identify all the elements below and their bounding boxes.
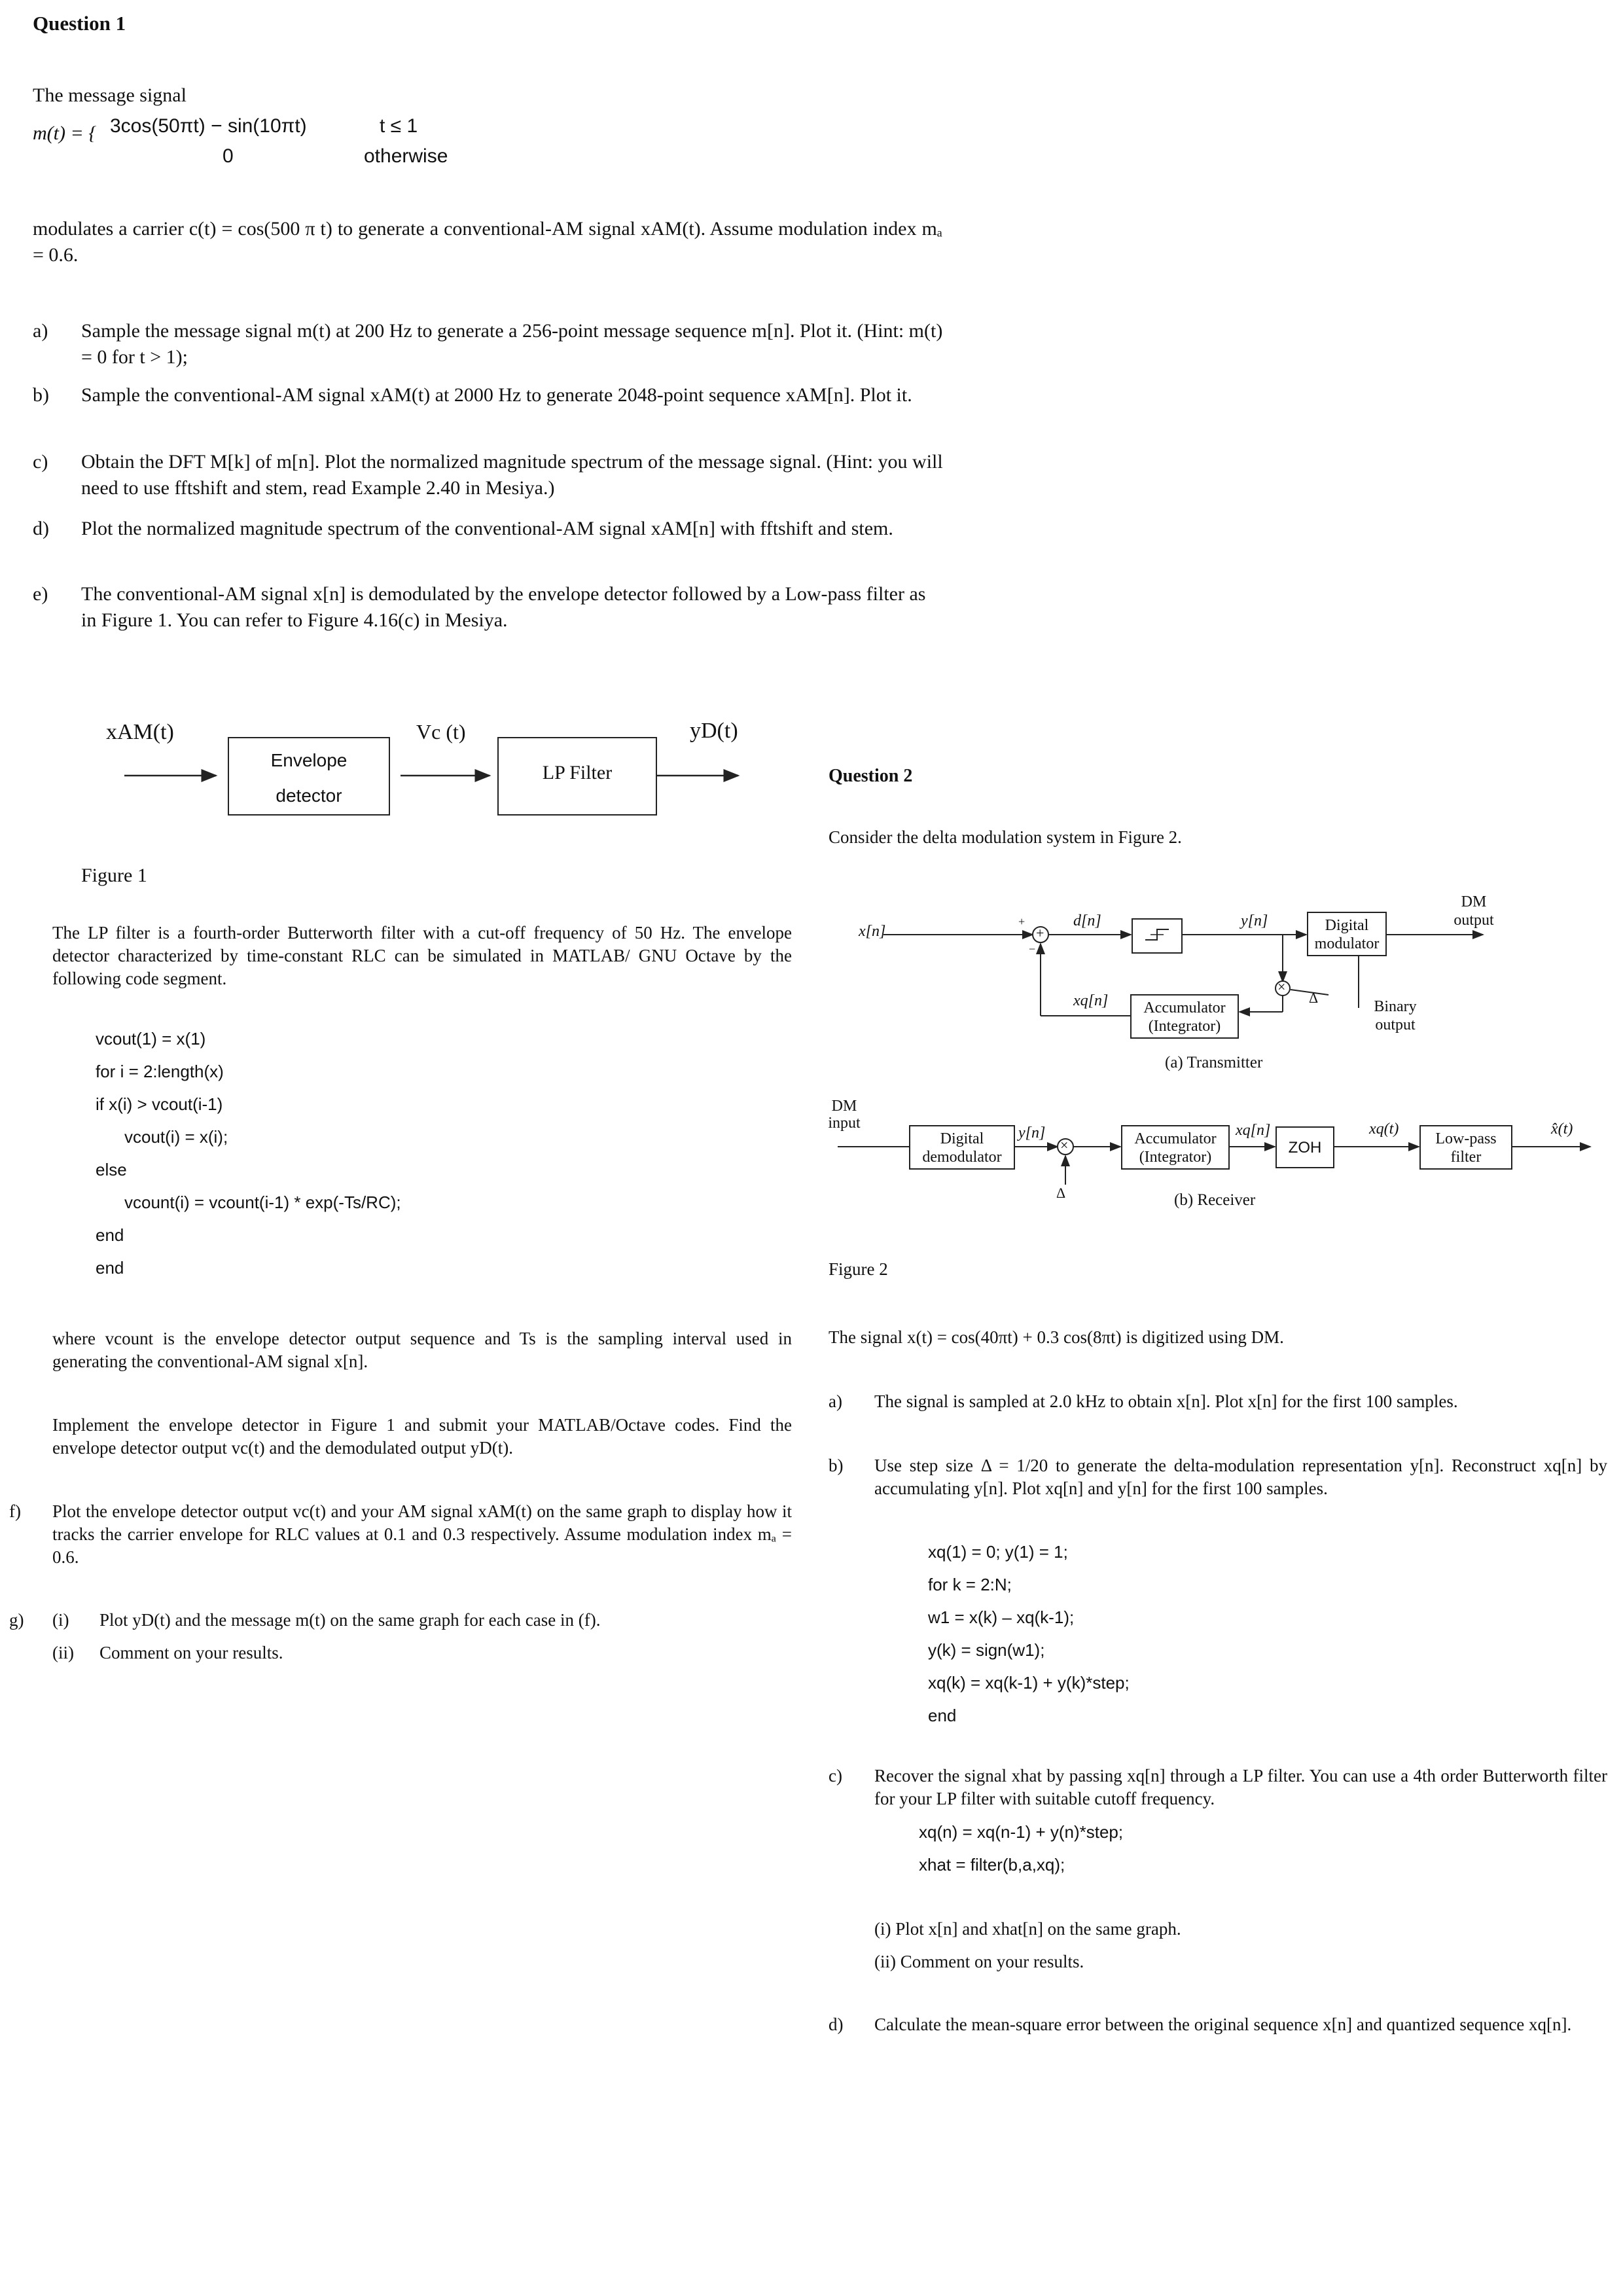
rx-caption: (b) Receiver bbox=[1174, 1191, 1256, 1209]
q2-code-c-line: xhat = filter(b,a,xq); bbox=[919, 1855, 1065, 1874]
code-line: end bbox=[96, 1258, 124, 1278]
q2-code-c-line: xq(n) = xq(n-1) + y(n)*step; bbox=[919, 1822, 1124, 1842]
lp-filter-label: LP Filter bbox=[542, 762, 613, 783]
m-case1-cond: t ≤ 1 bbox=[380, 115, 418, 137]
code-line: end bbox=[96, 1225, 124, 1245]
code-line: vcout(1) = x(1) bbox=[96, 1029, 206, 1049]
tx-binary-output-2: output bbox=[1375, 1016, 1416, 1033]
q2-code-line: xq(k) = xq(k-1) + y(k)*step; bbox=[928, 1673, 1130, 1693]
q1-item-g-ii-text: Comment on your results. bbox=[99, 1643, 283, 1662]
q2-consider: Consider the delta modulation system in Figure 2. bbox=[829, 827, 1182, 847]
m-case2-cond: otherwise bbox=[364, 145, 448, 167]
code-line: for i = 2:length(x) bbox=[96, 1062, 224, 1081]
q1-item-text: Sample the conventional-AM signal xAM(t) at 2000 Hz to generate 2048-point sequence xAM[n]. Plot it. bbox=[81, 384, 912, 406]
q2-d-text: Calculate the mean-square error between the original sequence x[n] and quantized sequence xq[n]. bbox=[874, 2015, 1572, 2034]
q2-d-label: d) bbox=[829, 2015, 844, 2034]
q1-item-g-ii-label: (ii) bbox=[52, 1643, 74, 1662]
q2-signal-text: The signal x(t) = cos(40πt) + 0.3 cos(8πt) is digitized using DM. bbox=[829, 1327, 1284, 1347]
q1-item-g-i-label: (i) bbox=[52, 1610, 69, 1630]
q1-item-label: c) bbox=[33, 451, 48, 473]
q2-b-text: Use step size Δ = 1/20 to generate the delta-modulation representation y[n]. Reconstruct xq[n] by accumulating y[n]. Plot xq[n] and y[n] for the first 100 samples. bbox=[874, 1456, 1607, 1498]
envelope-detector-label-1: Envelope bbox=[270, 750, 348, 770]
tx-delta: Δ bbox=[1309, 990, 1319, 1006]
q1-item-text: Sample the message signal m(t) at 200 Hz to generate a 256-point message sequence m[n]. Plot it. (Hint: m(t) = 0 for t > 1); bbox=[81, 320, 943, 368]
envelope-detector-label-2: detector bbox=[276, 785, 342, 806]
m-lhs: m(t) = { bbox=[33, 122, 97, 144]
lp-filter-block bbox=[497, 737, 657, 816]
code-line: else bbox=[96, 1160, 127, 1179]
rx-digital-demod-2: demodulator bbox=[922, 1149, 1002, 1166]
tx-xn-label: x[n] bbox=[859, 923, 886, 940]
m-case1-expr: 3cos(50πt) − sin(10πt) bbox=[110, 115, 307, 137]
q2-c-text: Recover the signal xhat by passing xq[n] through a LP filter. You can use a 4th order Butterworth filter for your LP filter with suitable cutoff frequency. bbox=[874, 1766, 1607, 1808]
tx-dm-output-label: DM output bbox=[1454, 893, 1494, 929]
q1-item-text: The conventional-AM signal x[n] is demodulated by the envelope detector followed by a Low-pass filter as in Figure 1. You can refer to Figure 4.16(c) in Mesiya. bbox=[81, 583, 926, 631]
tx-xqn-label: xq[n] bbox=[1073, 992, 1109, 1009]
q2-c-ii-text: (ii) Comment on your results. bbox=[874, 1952, 1084, 1971]
q1-item-label: b) bbox=[33, 384, 49, 406]
q1-item-label: d) bbox=[33, 518, 49, 539]
tx-accumulator-2: (Integrator) bbox=[1148, 1018, 1221, 1035]
q1-intro: The message signal bbox=[33, 84, 187, 106]
tx-binary-output-1: Binary bbox=[1374, 998, 1417, 1015]
tx-summer-plus: + bbox=[1036, 925, 1044, 941]
q2-code-line: xq(1) = 0; y(1) = 1; bbox=[928, 1542, 1068, 1562]
rx-yn-label: y[n] bbox=[1018, 1124, 1046, 1141]
rx-zoh-label: ZOH bbox=[1288, 1139, 1322, 1157]
code-line: if x(i) > vcout(i-1) bbox=[96, 1094, 223, 1114]
tx-yn-label: y[n] bbox=[1241, 912, 1268, 929]
rx-xqt-label: xq(t) bbox=[1369, 1121, 1399, 1138]
fig1-input-label: xAM(t) bbox=[106, 720, 174, 744]
tx-digital-modulator-1: Digital bbox=[1325, 917, 1369, 934]
q1-item-text: Obtain the DFT M[k] of m[n]. Plot the normalized magnitude spectrum of the message signal. (Hint: you will need to use fftshift and stem, read Example 2.40 in Mesiya.) bbox=[81, 451, 943, 499]
rx-dm-input-1: DM bbox=[831, 1098, 857, 1115]
tx-plus-sign: + bbox=[1018, 915, 1026, 928]
rx-lpf-2: filter bbox=[1450, 1149, 1482, 1166]
where-text: where vcount is the envelope detector output sequence and Ts is the sampling interval used in generating the conventional-AM signal x[n]. bbox=[52, 1329, 792, 1371]
q1-item-text: Plot the normalized magnitude spectrum of the conventional-AM signal xAM[n] with fftshift and stem. bbox=[81, 518, 893, 539]
rx-accumulator-2: (Integrator) bbox=[1139, 1149, 1212, 1166]
tx-accumulator-1: Accumulator bbox=[1143, 999, 1226, 1016]
lp-filter-description: The LP filter is a fourth-order Butterworth filter with a cut-off frequency of 50 Hz. The envelope detector characterized by time-constant RLC can be simulated in MATLAB/ GNU Octave by the following code segment. bbox=[52, 923, 792, 988]
tx-digital-modulator-2: modulator bbox=[1314, 935, 1380, 952]
q2-title: Question 2 bbox=[829, 766, 913, 786]
figure-2-caption: Figure 2 bbox=[829, 1259, 888, 1279]
fig1-output-label: yD(t) bbox=[690, 719, 738, 743]
q2-c-label: c) bbox=[829, 1766, 842, 1785]
q1-item-f-text: Plot the envelope detector output vc(t) and your AM signal xAM(t) on the same graph to display how it tracks the carrier envelope for RLC values at 0.1 and 0.3 respectively. Assume modulation index mₐ = 0.6. bbox=[52, 1501, 792, 1567]
code-line: vcount(i) = vcount(i-1) * exp(-Ts/RC); bbox=[124, 1193, 401, 1212]
m-case2-expr: 0 bbox=[223, 145, 234, 167]
figure-1-caption: Figure 1 bbox=[81, 865, 147, 886]
q2-code-line: y(k) = sign(w1); bbox=[928, 1640, 1045, 1660]
q2-code-line: w1 = x(k) – xq(k-1); bbox=[928, 1607, 1075, 1627]
rx-delta: Δ bbox=[1056, 1185, 1066, 1201]
figure-2-diagram bbox=[825, 877, 1610, 1217]
q2-code-line: for k = 2:N; bbox=[928, 1575, 1012, 1594]
implement-text: Implement the envelope detector in Figure 1 and submit your MATLAB/Octave codes. Find the envelope detector output vc(t) and the demodulated output yD(t). bbox=[52, 1415, 792, 1458]
tx-caption: (a) Transmitter bbox=[1165, 1054, 1263, 1071]
q1-item-g-label: g) bbox=[9, 1610, 24, 1630]
q1-title: Question 1 bbox=[33, 12, 126, 35]
tx-minus-sign: − bbox=[1029, 942, 1036, 956]
q2-c-i-text: (i) Plot x[n] and xhat[n] on the same graph. bbox=[874, 1919, 1181, 1939]
rx-digital-demod-1: Digital bbox=[940, 1130, 984, 1147]
q1-item-label: e) bbox=[33, 583, 48, 605]
code-line: vcout(i) = x(i); bbox=[124, 1127, 228, 1147]
figure-1-diagram bbox=[0, 707, 812, 838]
q2-code-line: end bbox=[928, 1706, 957, 1725]
fig1-vc-label: Vc (t) bbox=[416, 720, 466, 744]
rx-accumulator-1: Accumulator bbox=[1134, 1130, 1217, 1147]
rx-xqn-label: xq[n] bbox=[1236, 1122, 1271, 1139]
rx-xhat-label: x̂(t) bbox=[1551, 1121, 1573, 1138]
q2-a-text: The signal is sampled at 2.0 kHz to obtain x[n]. Plot x[n] for the first 100 samples. bbox=[874, 1391, 1458, 1411]
q1-item-label: a) bbox=[33, 320, 48, 342]
tx-dn-label: d[n] bbox=[1073, 912, 1101, 929]
q2-a-label: a) bbox=[829, 1391, 842, 1411]
tx-multiplier: × bbox=[1277, 978, 1286, 995]
rx-lpf-1: Low-pass bbox=[1435, 1130, 1497, 1147]
q2-b-label: b) bbox=[829, 1456, 844, 1475]
q1-modulates-text: modulates a carrier c(t) = cos(500 π t) to generate a conventional-AM signal xAM(t). Assume modulation index mₐ = 0.6. bbox=[33, 218, 942, 266]
rx-dm-input-2: input bbox=[828, 1115, 861, 1132]
q1-item-f-label: f) bbox=[9, 1501, 21, 1521]
q1-item-g-i-text: Plot yD(t) and the message m(t) on the same graph for each case in (f). bbox=[99, 1610, 601, 1630]
envelope-detector-block bbox=[228, 737, 390, 816]
rx-multiplier: × bbox=[1060, 1137, 1069, 1153]
